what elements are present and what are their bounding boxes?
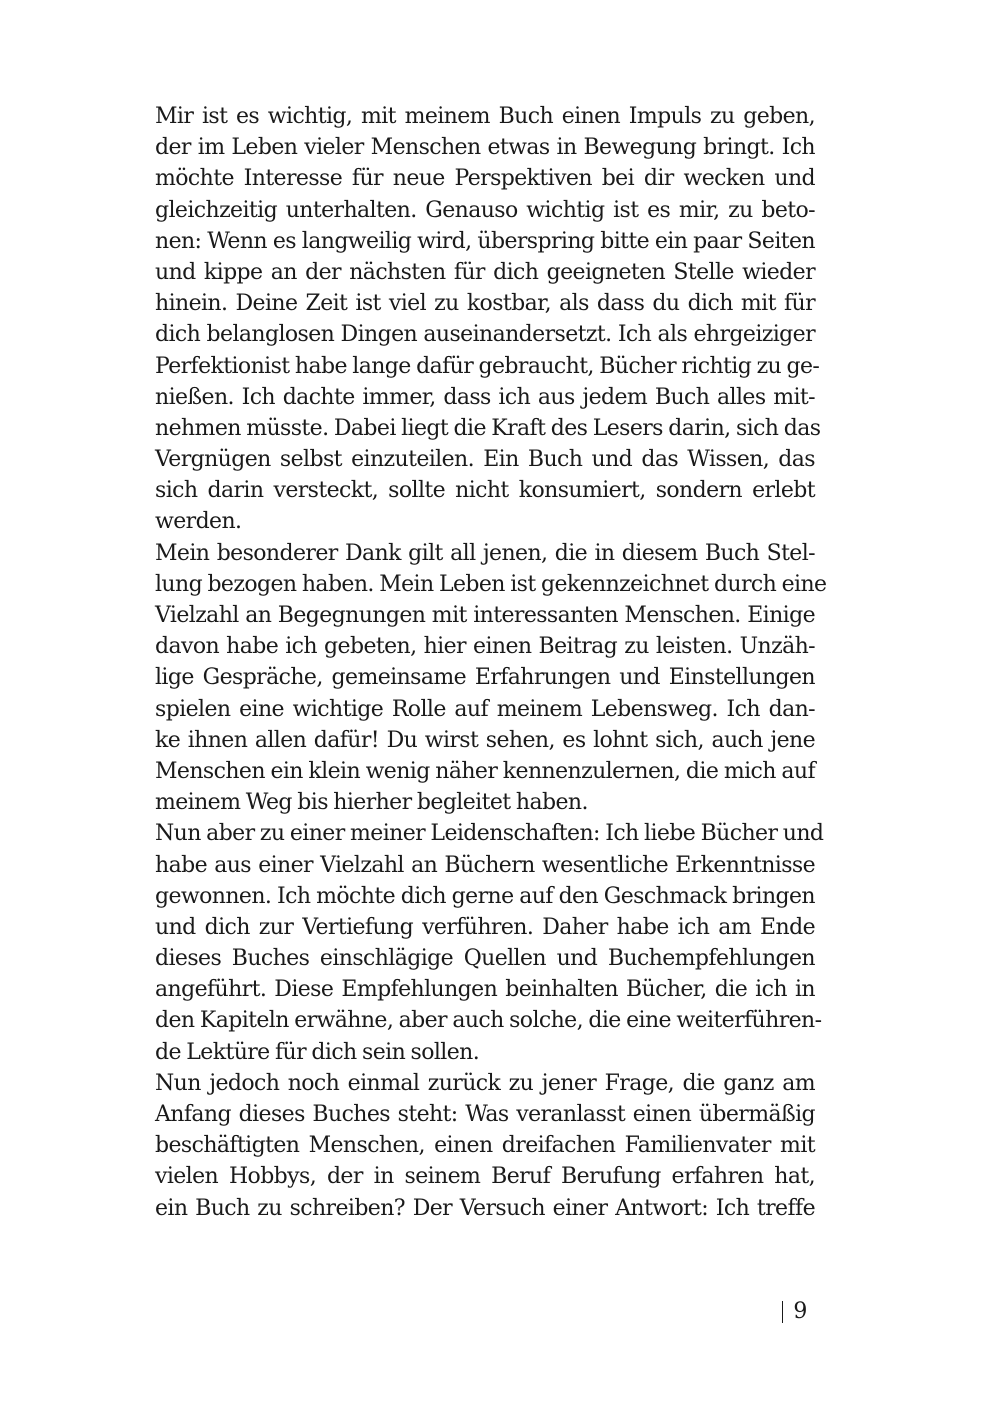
text-line: vielen Hobbys, der in seinem Beruf Berufung erfahren hat,	[155, 1164, 815, 1190]
text-line: Vergnügen selbst einzuteilen. Ein Buch und das Wissen, das	[155, 447, 815, 473]
text-line: de Lektüre für dich sein sollen.	[155, 1039, 480, 1065]
text-line: sich darin versteckt, sollte nicht konsumiert, sondern erlebt	[155, 478, 815, 504]
text-line: dich belanglosen Dingen auseinandersetzt. Ich als ehrgeiziger	[155, 322, 815, 348]
paragraph-4	[155, 1068, 815, 1224]
text-line: dieses Buches einschlägige Quellen und Buchempfehlungen	[155, 946, 815, 972]
text-line: der im Leben vieler Menschen etwas in Bewegung bringt. Ich	[155, 135, 815, 161]
text-line: beschäftigten Menschen, einen dreifachen Familienvater mit	[155, 1133, 815, 1159]
text-line: hinein. Deine Zeit ist viel zu kostbar, als dass du dich mit für	[155, 291, 815, 317]
text-line: ein Buch zu schreiben? Der Versuch einer Antwort: Ich treffe	[155, 1195, 815, 1221]
text-line: gleichzeitig unterhalten. Genauso wichtig ist es mir, zu beto-	[155, 197, 815, 223]
text-line: Vielzahl an Begegnungen mit interessanten Menschen. Einige	[155, 603, 815, 628]
text-line: Mein besonderer Dank gilt all jenen, die in diesem Buch Stel-	[155, 540, 815, 566]
text-line: ke ihnen allen dafür! Du wirst sehen, es lohnt sich, auch jene	[155, 727, 815, 753]
text-line: Nun jedoch noch einmal zurück zu jener Frage, die ganz am	[155, 1070, 815, 1096]
text-line: den Kapiteln erwähne, aber auch solche, die eine weiterführen-	[155, 1008, 822, 1034]
text-line: Nun aber zu einer meiner Leidenschaften: Ich liebe Bücher und	[155, 821, 824, 847]
page-number-rule	[782, 1301, 783, 1323]
paragraph-1	[155, 101, 821, 538]
text-line: lige Gespräche, gemeinsame Erfahrungen und Einstellungen	[155, 665, 815, 691]
text-line: nen: Wenn es langweilig wird, überspring bitte ein paar Seiten	[155, 228, 815, 254]
text-line: lung bezogen haben. Mein Leben ist gekennzeichnet durch eine	[155, 571, 827, 597]
text-line: gewonnen. Ich möchte dich gerne auf den Geschmack bringen	[155, 883, 815, 909]
text-line: nießen. Ich dachte immer, dass ich aus jedem Buch alles mit-	[155, 384, 815, 410]
text-line: und kippe an der nächsten für dich geeigneten Stelle wieder	[155, 259, 815, 285]
text-line: werden.	[155, 509, 242, 535]
text-line: davon habe ich gebeten, hier einen Beitrag zu leisten. Unzäh-	[155, 634, 815, 660]
text-line: angeführt. Diese Empfehlungen beinhalten Bücher, die ich in	[155, 977, 815, 1003]
text-line: Mir ist es wichtig, mit meinem Buch einen Impuls zu geben,	[155, 104, 815, 129]
page-body	[155, 101, 827, 1224]
text-line: nehmen müsste. Dabei liegt die Kraft des Lesers darin, sich das	[155, 415, 821, 441]
text-line: Anfang dieses Buches steht: Was veranlasst einen übermäßig	[155, 1102, 815, 1127]
paragraph-2	[155, 538, 827, 819]
text-line: Perfektionist habe lange dafür gebraucht, Bücher richtig zu ge-	[155, 353, 820, 379]
page-number: 9	[793, 1299, 808, 1324]
text-line: und dich zur Vertiefung verführen. Daher habe ich am Ende	[155, 914, 815, 940]
page-footer	[782, 1295, 807, 1329]
text-line: habe aus einer Vielzahl an Büchern wesentliche Erkenntnisse	[155, 852, 815, 878]
text-line: möchte Interesse für neue Perspektiven bei dir wecken und	[155, 166, 815, 192]
text-line: meinem Weg bis hierher begleitet haben.	[155, 790, 588, 816]
text-line: spielen eine wichtige Rolle auf meinem Lebensweg. Ich dan-	[155, 696, 815, 722]
text-line: Menschen ein klein wenig näher kennenzulernen, die mich auf	[155, 758, 815, 784]
paragraph-3	[155, 818, 824, 1068]
